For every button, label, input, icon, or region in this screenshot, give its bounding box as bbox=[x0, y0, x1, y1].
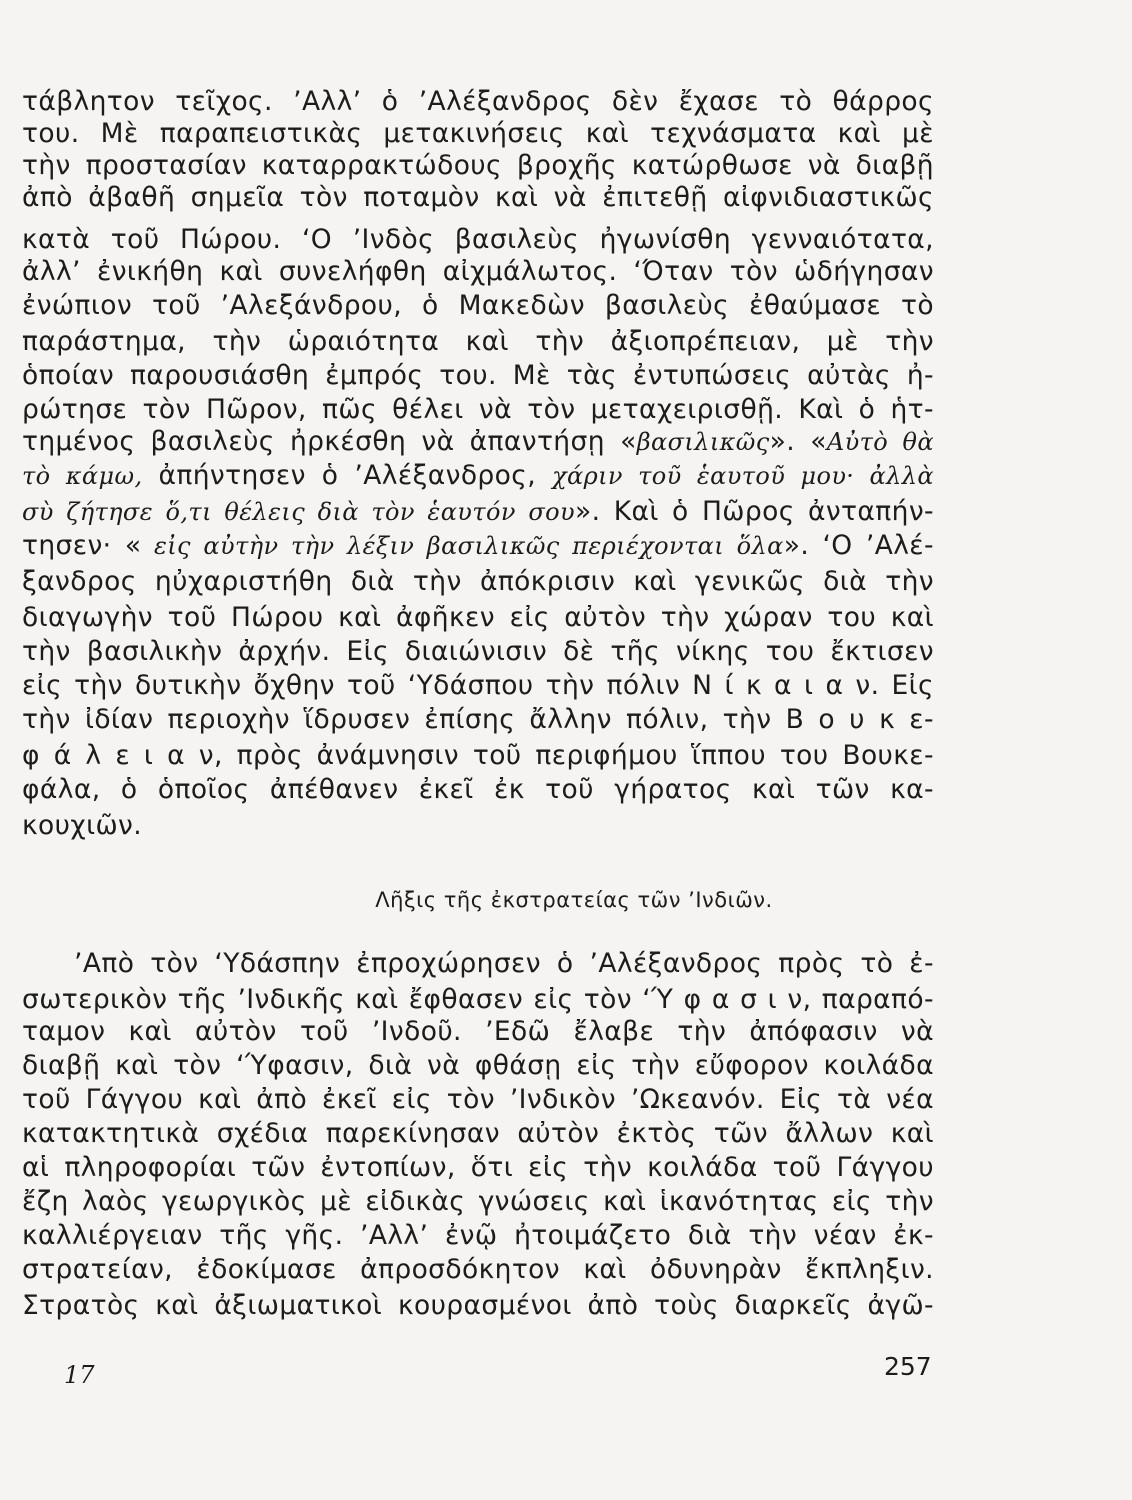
text-line: κουχιῶν. bbox=[22, 810, 143, 841]
text-line bbox=[22, 530, 934, 562]
italic-quote: Αὐτὸ θὰ bbox=[826, 428, 935, 456]
text-line bbox=[22, 496, 934, 528]
text-line: ξανδρος ηὐχαριστήθη διὰ τὴν ἀπόκρισιν καὶ γενικῶς διὰ τὴν bbox=[22, 566, 934, 597]
text-line bbox=[22, 460, 934, 492]
text-line: τὴν προστασίαν καταρρακτώδους βροχῆς κατώρθωσε νὰ διαβῇ bbox=[22, 150, 934, 181]
text-line: τὴν ἰδίαν περιοχὴν ἵδρυσεν ἐπίσης ἄλλην πόλιν, τὴν Β ο υ κ ε- bbox=[22, 704, 934, 735]
section-heading-text: Λῆξις τῆς ἐκστρατείας τῶν ’Ινδιῶν. bbox=[375, 888, 773, 912]
text-run: ». Καὶ ὁ Πῶρος ἀνταπήν- bbox=[574, 496, 934, 527]
page-number: 257 bbox=[884, 1352, 932, 1381]
text-line: ἔζη λαὸς γεωργικὸς μὲ εἰδικὰς γνώσεις καὶ ἱκανότητας εἰς τὴν bbox=[22, 1186, 934, 1217]
text-line: ’Απὸ τὸν ‘Υδάσπην ἐπροχώρησεν ὁ ’Αλέξανδρος πρὸς τὸ ἐ- bbox=[74, 948, 934, 979]
text-line: καλλιέργειαν τῆς γῆς. ’Αλλ’ ἐνῷ ἠτοιμάζετο διὰ τὴν νέαν ἐκ- bbox=[22, 1220, 934, 1251]
italic-quote: τὸ κάμω, bbox=[22, 462, 143, 490]
text-line: ἐνώπιον τοῦ ’Αλεξάνδρου, ὁ Μακεδὼν βασιλεὺς ἐθαύμασε τὸ bbox=[22, 290, 934, 321]
text-line: ἀλλ’ ἐνικήθη καὶ συνελήφθη αἰχμάλωτος. ‘Όταν τὸν ὡδήγησαν bbox=[22, 256, 934, 287]
text-line bbox=[22, 426, 934, 458]
text-line: παράστημα, τὴν ὡραιότητα καὶ τὴν ἀξιοπρέπειαν, μὲ τὴν bbox=[22, 326, 934, 357]
text-line: ἀπὸ ἀβαθῆ σημεῖα τὸν ποταμὸν καὶ νὰ ἐπιτεθῇ αἰφνιδιαστικῶς bbox=[22, 182, 934, 213]
text-run: ». « bbox=[769, 426, 827, 457]
text-run: ἀπήντησεν ὁ ’Αλέξανδρος, bbox=[142, 460, 553, 491]
text-line: ταμον καὶ αὐτὸν τοῦ ’Ινδοῦ. ’Εδῶ ἔλαβε τὴν ἀπόφασιν νὰ bbox=[22, 1016, 934, 1047]
text-line: διαγωγὴν τοῦ Πώρου καὶ ἀφῆκεν εἰς αὐτὸν τὴν χώραν του καὶ bbox=[22, 602, 934, 633]
italic-quote: χάριν τοῦ ἑαυτοῦ μου· ἀλλὰ bbox=[552, 462, 934, 490]
text-line: ὁποίαν παρουσιάσθη ἐμπρός του. Μὲ τὰς ἐντυπώσεις αὐτὰς ἠ- bbox=[22, 360, 934, 391]
italic-quote: βασιλικῶς bbox=[636, 428, 770, 456]
text-line: σωτερικὸν τῆς ’Ινδικῆς καὶ ἔφθασεν εἰς τὸν ‘Ύ φ α σ ι ν, παραπό- bbox=[22, 984, 934, 1015]
italic-quote: σὺ ζήτησε ὅ,τι θέλεις διὰ τὸν ἑαυτόν σου bbox=[22, 498, 575, 526]
text-line: εἰς τὴν δυτικὴν ὄχθην τοῦ ‘Υδάσπου τὴν πόλιν Ν ί κ α ι α ν. Εἰς bbox=[22, 670, 934, 701]
text-line: του. Μὲ παραπειστικὰς μετακινήσεις καὶ τεχνάσματα καὶ μὲ bbox=[22, 118, 934, 149]
text-line: τοῦ Γάγγου καὶ ἀπὸ ἐκεῖ εἰς τὸν ’Ινδικὸν ’Ωκεανόν. Εἰς τὰ νέα bbox=[22, 1084, 934, 1115]
text-line: διαβῇ καὶ τὸν ‘Ύφασιν, διὰ νὰ φθάσῃ εἰς τὴν εὔφορον κοιλάδα bbox=[22, 1050, 934, 1081]
signature-mark: 17 bbox=[64, 1361, 95, 1389]
text-line: ρώτησε τὸν Πῶρον, πῶς θέλει νὰ τὸν μεταχειρισθῇ. Καὶ ὁ ἡτ- bbox=[22, 394, 934, 425]
section-heading bbox=[0, 886, 1132, 914]
text-line: τὴν βασιλικὴν ἀρχήν. Εἰς διαιώνισιν δὲ τῆς νίκης του ἔκτισεν bbox=[22, 636, 934, 667]
text-line: φ ά λ ε ι α ν, πρὸς ἀνάμνησιν τοῦ περιφήμου ἵππου του Βουκε- bbox=[22, 740, 934, 771]
text-line: στρατείαν, ἐδοκίμασε ἀπροσδόκητον καὶ ὀδυνηρὰν ἔκπληξιν. bbox=[22, 1254, 934, 1285]
text-run: τημένος βασιλεὺς ἠρκέσθη νὰ ἀπαντήσῃ « bbox=[22, 426, 637, 457]
text-line: αἱ πληροφορίαι τῶν ἐντοπίων, ὅτι εἰς τὴν κοιλάδα τοῦ Γάγγου bbox=[22, 1152, 934, 1183]
text-run: ». ‘Ο ’Αλέ- bbox=[783, 530, 934, 561]
text-line: Στρατὸς καὶ ἀξιωματικοὶ κουρασμένοι ἀπὸ τοὺς διαρκεῖς ἀγῶ- bbox=[22, 1290, 934, 1321]
text-line: τάβλητον τεῖχος. ’Αλλ’ ὁ ’Αλέξανδρος δὲν ἔχασε τὸ θάρρος bbox=[22, 86, 934, 117]
text-line: κατακτητικὰ σχέδια παρεκίνησαν αὐτὸν ἐκτὸς τῶν ἄλλων καὶ bbox=[22, 1118, 934, 1149]
text-line: κατὰ τοῦ Πώρου. ‘Ο ’Ινδὸς βασιλεὺς ἠγωνίσθη γενναιότατα, bbox=[22, 224, 934, 255]
italic-quote: εἰς αὐτὴν τὴν λέξιν βασιλικῶς περιέχονται ὅλα bbox=[141, 532, 784, 560]
text-run: τησεν· « bbox=[22, 530, 142, 561]
text-line: φάλα, ὁ ὁποῖος ἀπέθανεν ἐκεῖ ἐκ τοῦ γήρατος καὶ τῶν κα- bbox=[22, 774, 934, 805]
